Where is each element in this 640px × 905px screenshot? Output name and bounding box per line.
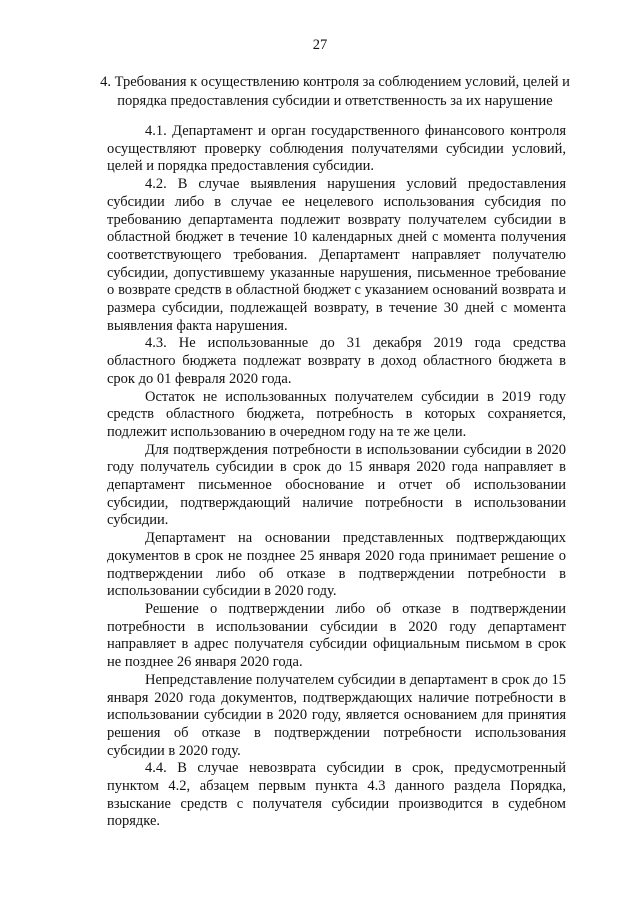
document-body — [107, 123, 566, 831]
section-heading: 4. Требования к осуществлению контроля за соблюдением условий, целей и порядка предоставления субсидии и ответственность за их нарушение — [100, 74, 570, 109]
paragraph-4-1: 4.1. Департамент и орган государственного финансового контроля осуществляют проверку соблюдения получателями субсидии условий, целей и порядка предоставления субсидии. — [107, 123, 566, 175]
page-number: 27 — [312, 37, 328, 53]
paragraph-4-3-confirmation-request: Для подтверждения потребности в использовании субсидии в 2020 году получатель субсидии в срок до 15 января 2020 года направляет в департамент письменное обоснование и отчет об использовании субсидии, подтверждающий наличие потребности в использовании субсидии. — [107, 441, 566, 529]
paragraph-4-3-decision-notice: Решение о подтверждении либо об отказе в подтверждении потребности в использовании субсидии в 2020 году департамент направляет в адрес получателя субсидии официальным письмом в срок не позднее 26 января 2020 года. — [107, 600, 566, 671]
paragraph-4-3-non-submission: Непредставление получателем субсидии в департамент в срок до 15 января 2020 года документов, подтверждающих наличие потребности в использовании субсидии в 2020 году, является основанием для принятия решения об отказе в подтверждении потребности использования субсидии в 2020 году. — [107, 671, 566, 759]
paragraph-4-3-remainder: Остаток не использованных получателем субсидии в 2019 году средств областного бюджета, потребность в которых сохраняется, подлежит использованию в очередном году на те же цели. — [107, 388, 566, 440]
paragraph-4-2: 4.2. В случае выявления нарушения условий предоставления субсидии либо в случае ее нецелевого использования субсидия по требованию департамента подлежит возврату получателем субсидии в областной бюджет в течение 10 календарных дней с момента получения соответствующего требования. Департамент направляет получателю субсидии, допустившему указанные нарушения, письменное требование о возврате средств в областной бюджет с указанием оснований возврата и размера субсидии, подлежащей возврату, в течение 30 дней с момента выявления факта нарушения. — [107, 176, 566, 334]
paragraph-4-4: 4.4. В случае невозврата субсидии в срок, предусмотренный пунктом 4.2, абзацем первым пункта 4.3 данного раздела Порядка, взыскание средств с получателя субсидии производится в судебном порядке. — [107, 760, 566, 830]
paragraph-4-3-department-decision: Департамент на основании представленных подтверждающих документов в срок не позднее 25 января 2020 года принимает решение о подтверждении либо об отказе в подтверждении потребности в использовании субсидии в 2020 году. — [107, 530, 566, 600]
paragraph-4-3: 4.3. Не использованные до 31 декабря 2019 года средства областного бюджета подлежат возврату в доход областного бюджета в срок до 01 февраля 2020 года. — [107, 335, 566, 387]
